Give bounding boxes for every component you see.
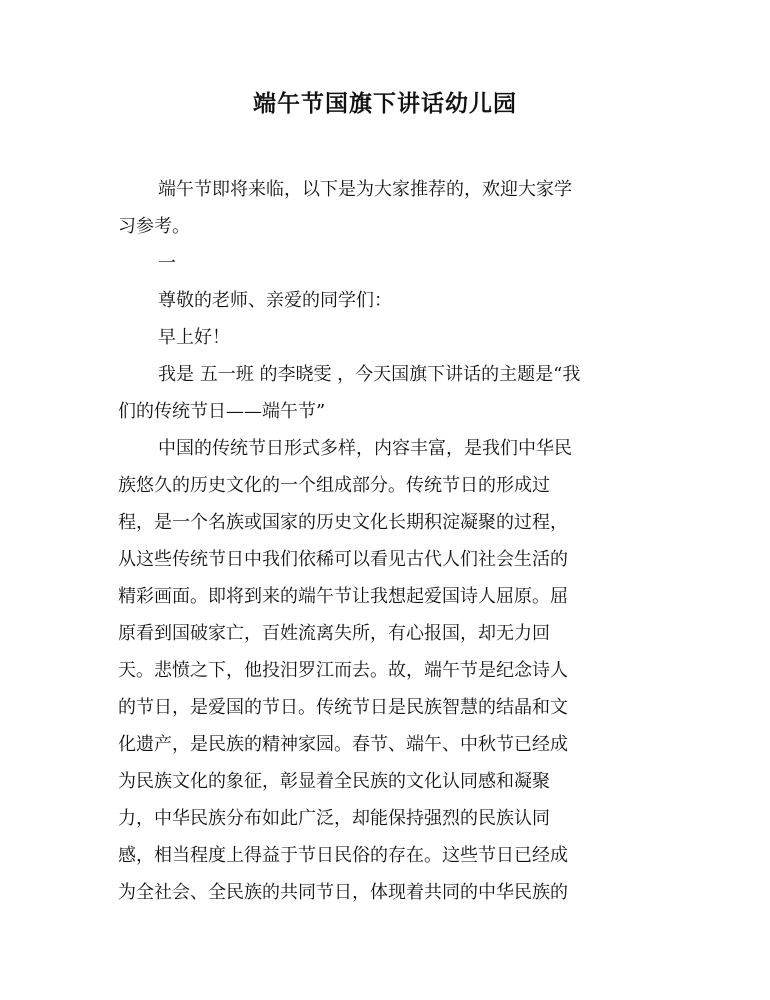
paragraph-line: 我是 五一班 的李晓雯 ，今天国旗下讲话的主题是“我 (158, 364, 581, 385)
paragraph-line: 习参考。 (118, 216, 190, 237)
paragraph-line: 中国的传统节日形式多样，内容丰富，是我们中华民 (158, 438, 572, 459)
paragraph-line: 为民族文化的象征，彰显着全民族的文化认同感和凝聚 (118, 771, 550, 792)
paragraph-line: 原看到国破家亡，百姓流离失所，有心报国，却无力回 (118, 623, 550, 644)
greeting-line: 尊敬的老师、亲爱的同学们： (158, 290, 392, 311)
paragraph-line: 从这些传统节日中我们依稀可以看见古代人们社会生活的 (118, 549, 568, 570)
paragraph-line: 的节日，是爱国的节日。传统节日是民族智慧的结晶和文 (118, 697, 568, 718)
paragraph-line: 一 (158, 253, 176, 274)
paragraph-line: 为全社会、全民族的共同节日，体现着共同的中华民族的 (118, 882, 568, 903)
paragraph-line: 端午节即将来临，以下是为大家推荐的，欢迎大家学 (158, 179, 572, 200)
paragraph-line: 精彩画面。即将到来的端午节让我想起爱国诗人屈原。屈 (118, 586, 568, 607)
document-title: 端午节国旗下讲话幼儿园 (253, 90, 517, 117)
paragraph-line: 感，相当程度上得益于节日民俗的存在。这些节日已经成 (118, 845, 568, 866)
paragraph-line: 族悠久的历史文化的一个组成部分。传统节日的形成过 (118, 475, 550, 496)
greeting-line: 早上好！ (158, 327, 230, 348)
paragraph-line: 程，是一个名族或国家的历史文化长期积淀凝聚的过程， (118, 512, 568, 533)
paragraph-line: 们的传统节日——端午节” (118, 401, 326, 422)
paragraph-line: 天。悲愤之下，他投汨罗江而去。故，端午节是纪念诗人 (118, 660, 568, 681)
paragraph-line: 化遗产，是民族的精神家园。春节、端午、中秋节已经成 (118, 734, 568, 755)
paragraph-line: 力，中华民族分布如此广泛，却能保持强烈的民族认同 (118, 808, 550, 829)
